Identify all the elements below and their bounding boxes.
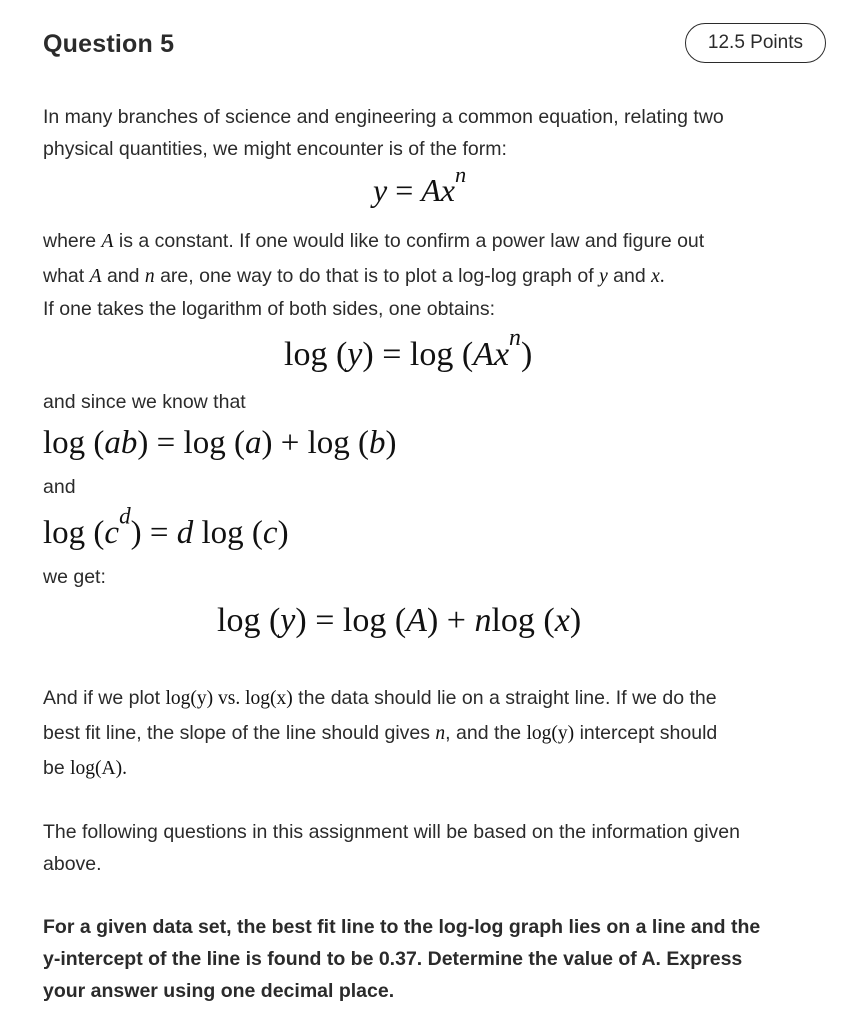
equation-product-rule: log (ab) = log (a) + log (b) (43, 425, 397, 461)
plot-explanation-paragraph (43, 681, 823, 786)
we-get-text: we get: (43, 566, 106, 588)
points-badge: 12.5 Points (685, 23, 826, 63)
equation-linearized: log (y) = log (A) + nlog (x) (217, 602, 582, 639)
assignment-note-paragraph (43, 816, 823, 880)
since-know-text: and since we know that (43, 391, 246, 413)
equation-power-law: $y = Ax^n$ (373, 161, 467, 208)
note-line-2: above. (43, 853, 102, 875)
note-line-1: The following questions in this assignment will be based on the information given (43, 821, 740, 843)
question-header (43, 26, 826, 66)
question-line-3: your answer using one decimal place. (43, 980, 395, 1002)
intro-line-2: physical quantities, we might encounter is of the form: (43, 138, 507, 160)
equation-power-rule: $\log (c^d) = d$ log (c) (43, 502, 289, 551)
intro-line-1: In many branches of science and engineering a common equation, relating two (43, 106, 724, 128)
question-prompt (43, 911, 823, 1007)
question-line-2: y-intercept of the line is found to be 0.37. Determine the value of A. Express (43, 948, 743, 970)
explanation-paragraph (43, 225, 823, 325)
intro-paragraph (43, 101, 823, 165)
plot-line-1: And if we plot log(y) vs. log(x) the data should lie on a straight line. If we do the (43, 687, 717, 709)
explanation-line-2: what A and n are, one way to do that is to plot a log-log graph of y and x. (43, 265, 665, 287)
question-line-1: For a given data set, the best fit line to the log-log graph lies on a line and the (43, 916, 761, 938)
explanation-line-1: where A is a constant. If one would like to confirm a power law and figure out (43, 230, 705, 252)
explanation-line-3: If one takes the logarithm of both sides, one obtains: (43, 298, 496, 320)
plot-line-3: be log(A). (43, 757, 127, 779)
plot-line-2: best fit line, the slope of the line should gives n, and the log(y) intercept should (43, 722, 718, 744)
equation-log-both-sides: log (y) = log (Ax$^n$) (284, 324, 533, 373)
question-title: Question 5 (43, 30, 175, 58)
and-text: and (43, 476, 76, 498)
